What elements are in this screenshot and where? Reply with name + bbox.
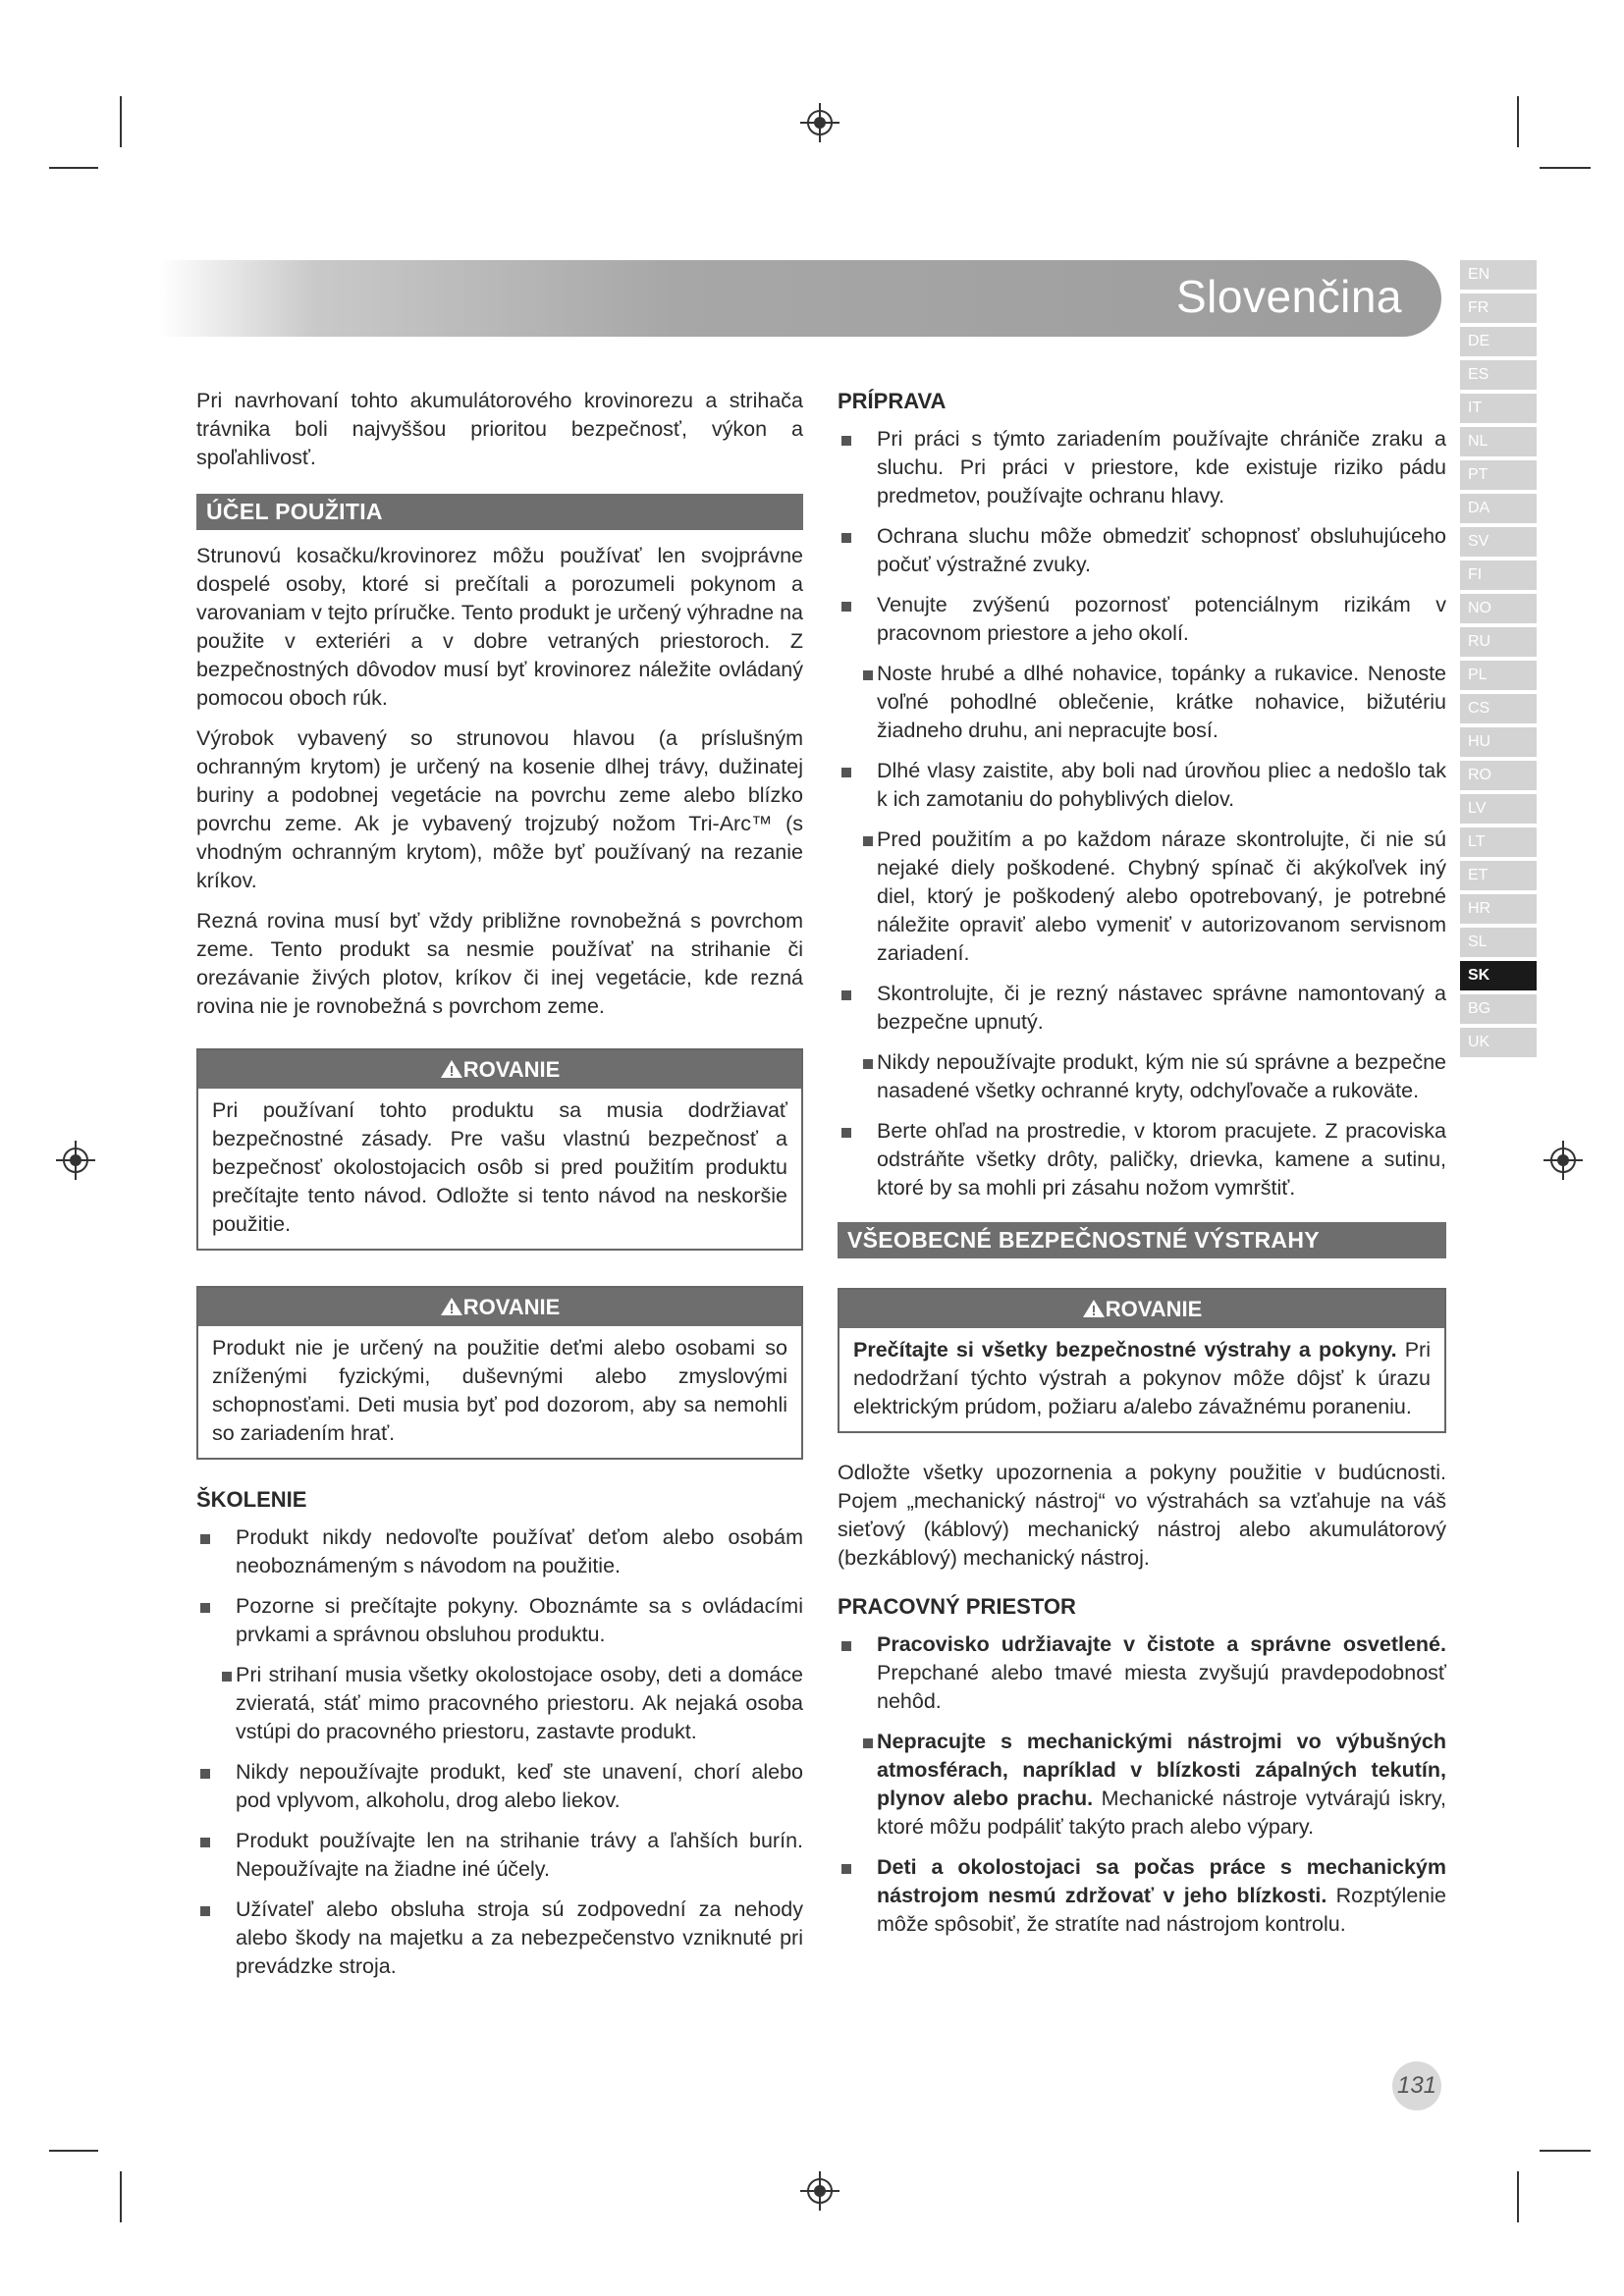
list-item: Pred použitím a po každom náraze skontrolujte, či nie sú nejaké diely poškodené. Chybný spínač či akýkoľvek iný diel, ktorý je poškodený alebo opotrebovaný, je potrebné náležite opraviť alebo vymeniť v autorizovanom servisnom zariadení. xyxy=(838,826,1446,968)
lang-tab-hr[interactable]: HR xyxy=(1460,894,1537,924)
lang-tab-no[interactable]: NO xyxy=(1460,594,1537,623)
lang-tab-lv[interactable]: LV xyxy=(1460,794,1537,824)
warning-label: ROVANIE xyxy=(462,1057,561,1082)
list-item: Pozorne si prečítajte pokyny. Oboznámte sa s ovládacími prvkami a správnou obsluhou produktu. xyxy=(196,1592,803,1649)
lang-tab-sv[interactable]: SV xyxy=(1460,527,1537,557)
lang-tab-cs[interactable]: CS xyxy=(1460,694,1537,723)
section-heading-ucel: ÚČEL POUŽITIA xyxy=(196,494,803,530)
crop-mark-bl-v xyxy=(120,2171,122,2222)
list-item-text: Rozptýlenie môže spôsobiť, že stratíte nad nástrojom kontrolu. xyxy=(877,1884,1446,1936)
list-item: Pri práci s týmto zariadením používajte chrániče zraku a sluchu. Pri práci v priestore, kde existuje riziko pádu predmetov, používajte ochranu hlavy. xyxy=(838,425,1446,510)
crop-mark-tl-h xyxy=(49,167,98,169)
priprava-list xyxy=(838,425,1446,1202)
lang-tab-bg[interactable]: BG xyxy=(1460,994,1537,1024)
lang-tab-sk[interactable]: SK xyxy=(1460,961,1537,990)
warning-label: ROVANIE xyxy=(462,1295,561,1319)
list-item: Venujte zvýšenú pozornosť potenciálnym rizikám v pracovnom priestore a jeho okolí. xyxy=(838,591,1446,648)
warning-header xyxy=(198,1288,801,1326)
warning-content xyxy=(839,1328,1444,1431)
lang-tab-da[interactable]: DA xyxy=(1460,494,1537,523)
page-number: 131 xyxy=(1392,2061,1441,2110)
pracovny-list xyxy=(838,1630,1446,1939)
lang-tab-ru[interactable]: RU xyxy=(1460,627,1537,657)
section-heading-skolenie: ŠKOLENIE xyxy=(196,1487,307,1512)
warning-triangle-icon xyxy=(440,1297,463,1316)
lang-tab-hu[interactable]: HU xyxy=(1460,727,1537,757)
list-item: Dlhé vlasy zaistite, aby boli nad úrovňou pliec a nedošlo tak k ich zamotaniu do pohyblivých dielov. xyxy=(838,757,1446,814)
lang-tab-pt[interactable]: PT xyxy=(1460,460,1537,490)
list-item: Nikdy nepoužívajte produkt, keď ste unavení, chorí alebo pod vplyvom, alkoholu, drog alebo liekov. xyxy=(196,1758,803,1815)
crop-mark-tr-h xyxy=(1540,167,1591,169)
right-column xyxy=(838,387,1446,1950)
list-item-bold: Deti a okolostojaci sa počas práce s mechanickým nástrojom nesmú zdržovať v jeho blízkosti. xyxy=(877,1855,1446,1907)
section-heading-vseobecne: VŠEOBECNÉ BEZPEČNOSTNÉ VÝSTRAHY xyxy=(838,1222,1446,1258)
crop-mark-br-v xyxy=(1517,2171,1519,2222)
odlozte-paragraph: Odložte všetky upozornenia a pokyny použitie v budúcnosti. Pojem „mechanický nástroj“ vo výstrahách sa vzťahuje na váš sieťový (káblový) mechanický nástroj alebo akumulátorový (bezkáblový) mechanický nástroj. xyxy=(838,1461,1446,1570)
section-heading-priprava: PRÍPRAVA xyxy=(838,389,947,413)
warning-box-2 xyxy=(196,1286,803,1460)
list-item: Ochrana sluchu môže obmedziť schopnosť obsluhujúceho počuť výstražné zvuky. xyxy=(838,522,1446,579)
list-item: Produkt používajte len na strihanie trávy a ľahších burín. Nepoužívajte na žiadne iné účely. xyxy=(196,1827,803,1884)
lang-tab-fi[interactable]: FI xyxy=(1460,561,1537,590)
lang-tab-nl[interactable]: NL xyxy=(1460,427,1537,456)
warning-text: Produkt nie je určený na použitie deťmi alebo osobami so zníženými fyzickými, duševnými alebo zmyslovými schopnosťami. Deti musia byť pod dozorom, aby sa nemohli so zariadením hrať. xyxy=(212,1336,787,1445)
registration-mark-top-icon xyxy=(798,101,841,144)
lang-tab-uk[interactable]: UK xyxy=(1460,1028,1537,1057)
warning-header xyxy=(198,1050,801,1089)
crop-mark-bl-h xyxy=(49,2150,98,2152)
list-item: Produkt nikdy nedovoľte používať deťom alebo osobám neoboznámeným s návodom na použitie. xyxy=(196,1523,803,1580)
list-item xyxy=(838,1728,1446,1842)
list-item-bold: Pracovisko udržiavajte v čistote a správne osvetlené. xyxy=(877,1632,1446,1656)
language-tabs xyxy=(1460,260,1537,1061)
registration-mark-bottom-icon xyxy=(798,2169,841,2213)
lang-tab-de[interactable]: DE xyxy=(1460,327,1537,356)
header-bar xyxy=(160,260,1441,337)
crop-mark-tr-v xyxy=(1517,96,1519,147)
ucel-paragraph-1: Strunovú kosačku/krovinorez môžu používať len svojprávne dospelé osoby, ktoré si prečítali a porozumeli pokynom a varovaniam v tejto príručke. Tento produkt je určený výhradne na použite v exteriéri a v dobre vetraných priestoroch. Z bezpečnostných dôvodov musí byť krovinorez náležite ovládaný pomocou oboch rúk. xyxy=(196,544,803,710)
list-item: Pri strihaní musia všetky okolostojace osoby, deti a domáce zvieratá, stáť mimo pracovného priestoru. Ak nejaká osoba vstúpi do pracovného priestoru, zastavte produkt. xyxy=(196,1661,803,1746)
left-column xyxy=(196,387,803,1993)
registration-mark-left-icon xyxy=(54,1139,97,1182)
warning-text: Pri používaní tohto produktu sa musia dodržiavať bezpečnostné zásady. Pre vašu vlastnú bezpečnosť a bezpečnosť okolostojacich osôb si pred použitím produktu prečítajte tento návod. Odložte si tento návod na neskoršie použitie. xyxy=(212,1098,787,1236)
lang-tab-sl[interactable]: SL xyxy=(1460,928,1537,957)
list-item: Užívateľ alebo obsluha stroja sú zodpovední za nehody alebo škody na majetku a za nebezpečenstvo vzniknuté pri prevádzke stroja. xyxy=(196,1896,803,1981)
list-item xyxy=(838,1853,1446,1939)
registration-mark-right-icon xyxy=(1542,1139,1585,1182)
list-item: Skontrolujte, či je rezný nástavec správne namontovaný a bezpečne upnutý. xyxy=(838,980,1446,1037)
lang-tab-fr[interactable]: FR xyxy=(1460,294,1537,323)
lang-tab-ro[interactable]: RO xyxy=(1460,761,1537,790)
skolenie-list xyxy=(196,1523,803,1981)
warning-triangle-icon xyxy=(1082,1299,1106,1318)
warning-header xyxy=(839,1290,1444,1328)
warning-label: ROVANIE xyxy=(1105,1297,1203,1321)
intro-paragraph: Pri navrhovaní tohto akumulátorového krovinorezu a strihača trávnika boli najvyššou prioritou bezpečnosť, výkon a spoľahlivosť. xyxy=(196,389,803,469)
crop-mark-br-h xyxy=(1540,2150,1591,2152)
warning-triangle-icon xyxy=(440,1059,463,1079)
list-item xyxy=(838,1630,1446,1716)
lang-tab-et[interactable]: ET xyxy=(1460,861,1537,890)
warning-text: Pri nedodržaní týchto výstrah a pokynov môže dôjsť k úrazu elektrickým prúdom, požiaru a/alebo závažnému poraneniu. xyxy=(853,1338,1431,1418)
list-item-bold: Nepracujte s mechanickými nástrojmi vo výbušných atmosférach, napríklad v blízkosti zápalných tekutín, plynov alebo prachu. xyxy=(877,1730,1446,1810)
lang-tab-en[interactable]: EN xyxy=(1460,260,1537,290)
section-heading-pracovny: PRACOVNÝ PRIESTOR xyxy=(838,1594,1076,1619)
lang-tab-lt[interactable]: LT xyxy=(1460,828,1537,857)
lang-tab-pl[interactable]: PL xyxy=(1460,661,1537,690)
lang-tab-es[interactable]: ES xyxy=(1460,360,1537,390)
list-item: Berte ohľad na prostredie, v ktorom pracujete. Z pracoviska odstráňte všetky drôty, paličky, drievka, kamene a sutinu, ktoré by sa mohli pri zásahu nožom vymrštiť. xyxy=(838,1117,1446,1202)
list-item-text: Mechanické nástroje vytvárajú iskry, ktoré môžu podpáliť takýto prach alebo výpary. xyxy=(877,1787,1447,1839)
warning-box-3 xyxy=(838,1288,1446,1433)
ucel-paragraph-3: Rezná rovina musí byť vždy približne rovnobežná s povrchom zeme. Tento produkt sa nesmie používať na strihanie či orezávanie živých plotov, kríkov či inej vegetácie, kde rezná rovina nie je rovnobežná s povrchom zeme. xyxy=(196,909,803,1018)
warning-box-1 xyxy=(196,1048,803,1251)
list-item: Noste hrubé a dlhé nohavice, topánky a rukavice. Nenoste voľné pohodlné oblečenie, krátke nohavice, bižutériu žiadneho druhu, ani nepracujte bosí. xyxy=(838,660,1446,745)
list-item: Nikdy nepoužívajte produkt, kým nie sú správne a bezpečne nasadené všetky ochranné kryty, odchyľovače a rukoväte. xyxy=(838,1048,1446,1105)
warning-bold-text: Prečítajte si všetky bezpečnostné výstrahy a pokyny. xyxy=(853,1338,1397,1362)
page-title: Slovenčina xyxy=(1175,271,1402,322)
lang-tab-it[interactable]: IT xyxy=(1460,394,1537,423)
crop-mark-tl-v xyxy=(120,96,122,147)
ucel-paragraph-2: Výrobok vybavený so strunovou hlavou (a príslušným ochranným krytom) je určený na kosenie dlhej trávy, dužinatej buriny a podobnej vegetácie na povrchu zeme alebo blízko povrchu zeme. Ak je vybavený trojzubý nožom Tri-Arc™ (s vhodným ochranným krytom), môže byť používaný na rezanie kríkov. xyxy=(196,726,803,892)
list-item-text: Prepchané alebo tmavé miesta zvyšujú pravdepodobnosť nehôd. xyxy=(877,1661,1446,1713)
